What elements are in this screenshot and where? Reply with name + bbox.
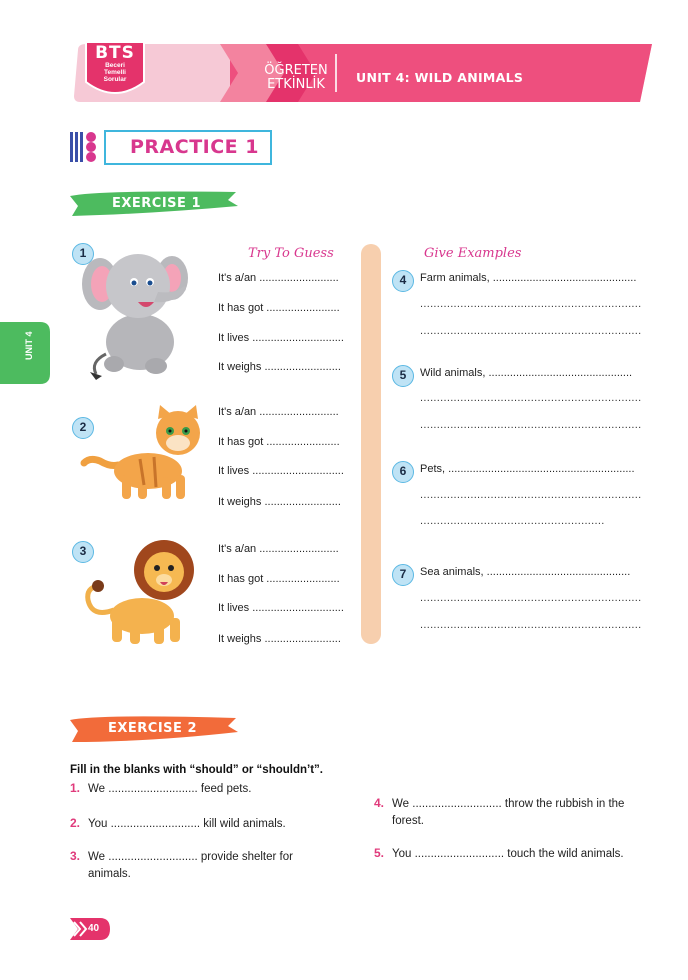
cat-illustration [80, 405, 206, 505]
guess-line[interactable]: It weighs ......................... [218, 496, 341, 508]
lion-illustration [80, 536, 200, 650]
item-number: 2. [70, 816, 81, 830]
item-number: 3. [70, 849, 81, 863]
side-tab-label: UNIT 4 [24, 331, 34, 360]
column-divider [361, 244, 381, 644]
guess-line[interactable]: It weighs ......................... [218, 633, 341, 645]
give-examples-title: Give Examples [424, 246, 522, 261]
example-dotline[interactable]: .................................................................. [420, 392, 642, 404]
exercise2-item [374, 796, 644, 830]
item-text[interactable]: You ............................ touch the wild animals. [392, 848, 624, 860]
logo-title: BTS [95, 43, 135, 63]
practice-icon [70, 130, 100, 164]
guess-line[interactable]: It's a/an .......................... [218, 406, 339, 418]
elephant-illustration [80, 242, 192, 380]
example-line[interactable]: Pets, ............................................................. [420, 463, 635, 475]
example-dotline[interactable]: .................................................................. [420, 592, 642, 604]
question-number: 7 [392, 564, 414, 586]
bts-logo [84, 44, 146, 83]
exercise1-label: EXERCISE 1 [112, 196, 201, 211]
item-number: 1. [70, 781, 81, 795]
example-dotline[interactable]: .................................................................. [420, 298, 642, 310]
example-dotline[interactable]: .................................................................. [420, 619, 642, 631]
item-number: 5. [374, 846, 385, 860]
guess-line[interactable]: It has got ........................ [218, 436, 340, 448]
try-to-guess-title: Try To Guess [248, 246, 334, 261]
guess-line[interactable]: It's a/an .......................... [218, 543, 339, 555]
example-line[interactable]: Wild animals, ............................................... [420, 367, 633, 379]
question-number: 5 [392, 365, 414, 387]
question-number: 1 [72, 243, 94, 265]
unit-title: UNIT 4: WILD ANIMALS [356, 70, 524, 85]
item-text[interactable]: You ............................ kill wild animals. [88, 818, 286, 830]
guess-line[interactable]: It lives .............................. [218, 602, 344, 614]
logo-sub-1: Beceri [105, 62, 125, 69]
guess-line[interactable]: It lives .............................. [218, 465, 344, 477]
section-label-2: ETKİNLİK [267, 77, 325, 92]
guess-line[interactable]: It has got ........................ [218, 573, 340, 585]
page-number: 40 [88, 923, 100, 934]
item-number: 4. [374, 796, 385, 810]
guess-line[interactable]: It lives .............................. [218, 332, 344, 344]
example-line[interactable]: Farm animals, ............................................... [420, 272, 637, 284]
item-text[interactable]: We ............................ provide shelter for animals. [88, 851, 293, 880]
example-dotline[interactable]: ....................................................... [420, 515, 605, 527]
question-number: 2 [72, 417, 94, 439]
logo-sub-2: Temelli [104, 69, 126, 76]
guess-line[interactable]: It weighs ......................... [218, 361, 341, 373]
example-dotline[interactable]: .................................................................. [420, 325, 642, 337]
logo-sub-3: Sorular [103, 76, 127, 83]
exercise2-instruction: Fill in the blanks with “should” or “shouldn’t”. [70, 764, 323, 776]
example-line[interactable]: Sea animals, ............................................... [420, 566, 631, 578]
exercise2-item [70, 781, 330, 798]
practice-title: PRACTICE 1 [130, 136, 259, 158]
question-number: 4 [392, 270, 414, 292]
guess-line[interactable]: It has got ........................ [218, 302, 340, 314]
exercise2-label: EXERCISE 2 [108, 721, 197, 736]
question-number: 3 [72, 541, 94, 563]
section-label-1: ÖĞRETEN [264, 63, 328, 78]
section-label [258, 64, 334, 92]
exercise2-item [70, 849, 330, 883]
guess-line[interactable]: It's a/an .......................... [218, 272, 339, 284]
item-text[interactable]: We ............................ throw the rubbish in the forest. [392, 798, 625, 827]
question-number: 6 [392, 461, 414, 483]
exercise2-item [70, 816, 330, 833]
example-dotline[interactable]: .................................................................. [420, 489, 642, 501]
item-text[interactable]: We ............................ feed pets. [88, 783, 252, 795]
example-dotline[interactable]: .................................................................. [420, 419, 642, 431]
exercise2-item [374, 846, 644, 863]
